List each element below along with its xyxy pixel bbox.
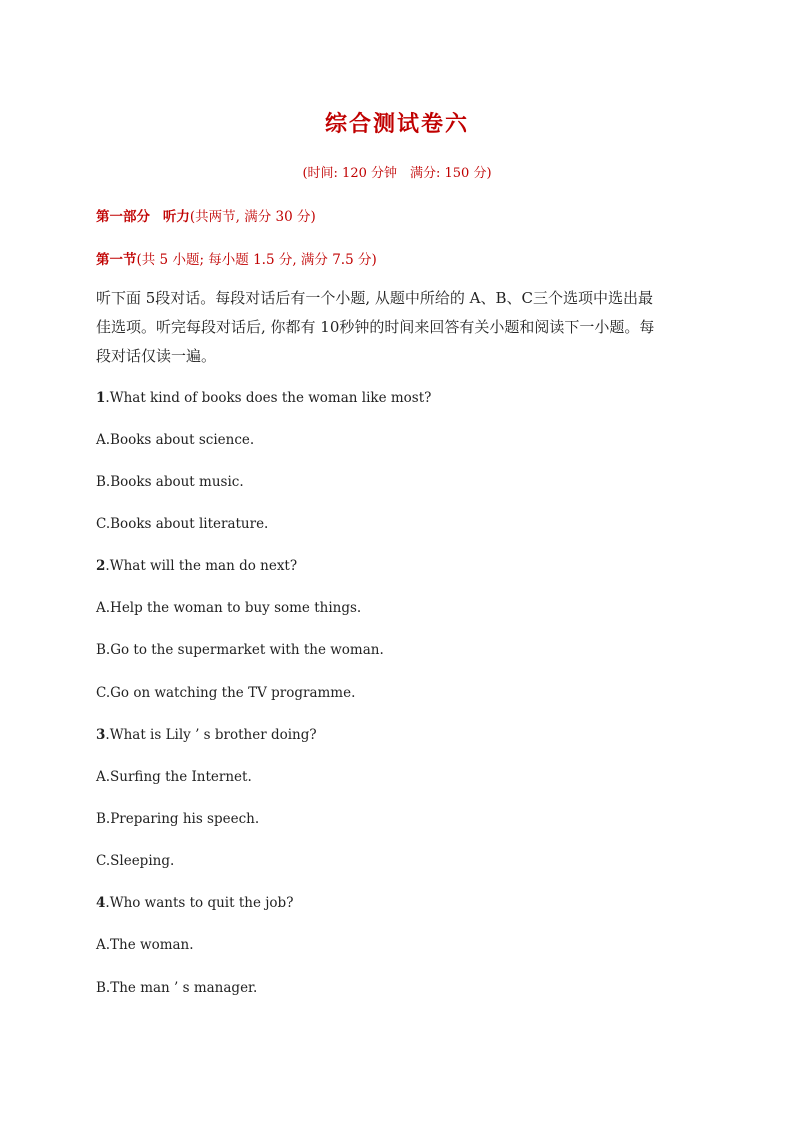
option: C.Books about literature. [96, 516, 269, 532]
instruction-line: 听下面 5段对话。每段对话后有一个小题, 从题中所给的 A、B、C三个选项中选出最 [96, 289, 653, 307]
option: A.Help the woman to buy some things. [96, 600, 362, 616]
section-heading [96, 248, 377, 268]
section-label: 第一节 [96, 252, 137, 268]
exam-time-score: (时间: 120 分钟 满分: 150 分) [302, 166, 492, 181]
page-title: 综合测试卷六 [324, 111, 469, 137]
option: B.The man ’ s manager. [96, 980, 258, 996]
question-number: 3 [96, 727, 106, 743]
option: A.Surfing the Internet. [96, 769, 252, 785]
option: C.Go on watching the TV programme. [96, 685, 356, 701]
option: C.Sleeping. [96, 853, 175, 869]
part-label: 第一部分 [96, 209, 150, 225]
section-note: (共 5 小题; 每小题 1.5 分, 满分 7.5 分) [136, 252, 377, 268]
question-number: 1 [96, 390, 106, 406]
instruction-line: 佳选项。听完每段对话后, 你都有 10秒钟的时间来回答有关小题和阅读下一小题。每 [96, 318, 655, 336]
instruction-line: 段对话仅读一遍。 [96, 347, 217, 365]
question-number: 4 [96, 895, 106, 911]
question-text: .Who wants to quit the job? [105, 895, 294, 911]
part-name: 听力 [162, 209, 190, 225]
question-text: .What kind of books does the woman like most? [105, 390, 432, 406]
option: A.Books about science. [96, 432, 255, 448]
question-text: .What is Lily ’ s brother doing? [105, 727, 317, 743]
option: B.Preparing his speech. [96, 811, 260, 827]
question-3 [96, 727, 317, 743]
question-number: 2 [96, 558, 106, 574]
instructions [96, 284, 696, 371]
option: B.Books about music. [96, 474, 244, 490]
question-2 [96, 558, 297, 574]
part-note: (共两节, 满分 30 分) [189, 209, 316, 225]
question-1 [96, 390, 431, 406]
option: B.Go to the supermarket with the woman. [96, 642, 384, 658]
option: A.The woman. [96, 937, 194, 953]
part-heading [96, 205, 316, 225]
question-text: .What will the man do next? [105, 558, 298, 574]
question-4 [96, 895, 293, 911]
